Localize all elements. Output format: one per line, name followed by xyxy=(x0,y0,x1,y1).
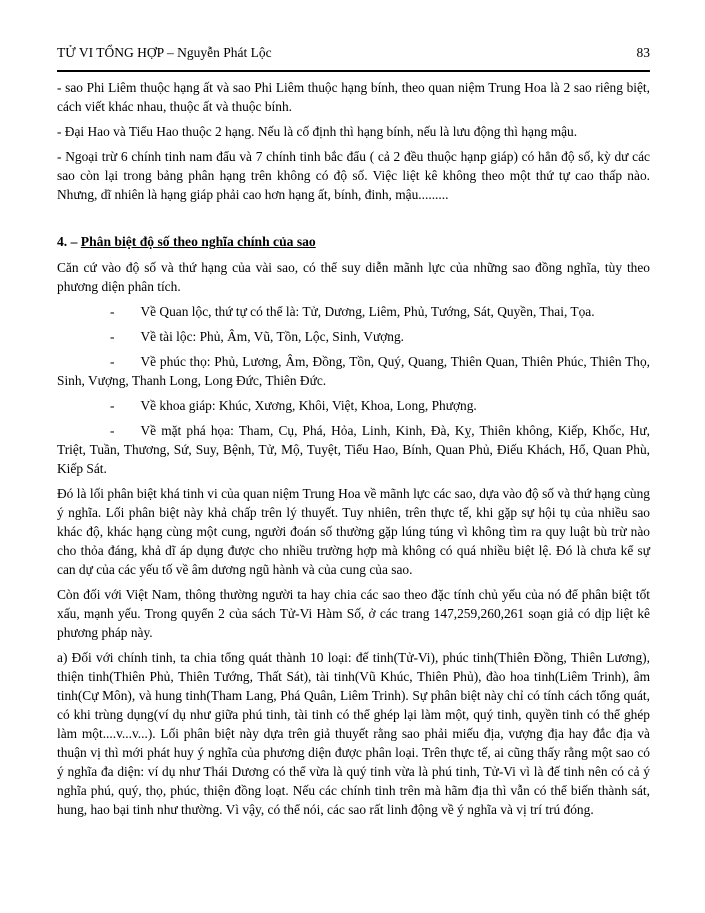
list-item-dash: - xyxy=(110,354,115,369)
page-header xyxy=(57,44,650,61)
list-item-khoa-giap xyxy=(57,396,650,415)
page-number: 83 xyxy=(636,45,650,60)
list-item-dash: - xyxy=(110,398,115,413)
list-item-text: Về tài lộc: Phủ, Âm, Vũ, Tồn, Lộc, Sinh, Vượng. xyxy=(140,329,405,344)
list-item-text: Về phúc thọ: Phủ, Lương, Âm, Đồng, Tồn, Quý, Quang, Thiên Quan, Thiên Phúc, Thiên Thọ, Sinh, Vượng, Thanh Long, Long Đức, Thiên Đức. xyxy=(57,354,650,388)
list-item-text: Về mặt phá họa: Tham, Cụ, Phá, Hỏa, Linh, Kinh, Đà, Kỵ, Thiên không, Kiếp, Khốc, Hư, Triệt, Tuần, Thương, Sứ, Suy, Bệnh, Tử, Mộ, Tuyệt, Tiểu Hao, Bính, Quan Phủ, Điếu Khách, Hổ, Quan Phù, Kiếp Sát. xyxy=(57,423,650,476)
list-item-dash: - xyxy=(110,423,115,438)
list-item-phuc-tho xyxy=(57,352,650,390)
list-item-quan-loc xyxy=(57,302,650,321)
list-item-text: Về Quan lộc, thứ tự có thể là: Tử, Dương, Liêm, Phủ, Tướng, Sát, Quyền, Thai, Tọa. xyxy=(140,304,595,319)
list-item-dash: - xyxy=(110,329,115,344)
section-lead-paragraph: Căn cứ vào độ số và thứ hạng của vài sao, có thể suy diễn mãnh lực của những sao đồng nghĩa, tùy theo phương diện phân tích. xyxy=(57,260,650,294)
paragraph-con-doi-voi: Còn đối với Việt Nam, thông thường người ta hay chia các sao theo đặc tính chủ yếu của nó để phân biệt tốt xấu, mạnh yếu. Trong quyển 2 của sách Tử-Vi Hàm Số, ở các trang 147,259,260,261 soạn giả có dịp liệt kê phương pháp này. xyxy=(57,587,650,640)
paragraph-ngoai-tru: - Ngoại trừ 6 chính tinh nam đẩu và 7 chính tinh bắc đẩu ( cả 2 đều thuộc hạnp giáp) có hẳn độ số, kỳ dư các sao còn lại trong bảng phân hạng trên không có độ số. Việc liệt kê không theo một thứ tự cao thấp nào. Nhưng, dĩ nhiên là hạng giáp phải cao hơn hạng ất, bính, đinh, mậu......... xyxy=(57,149,650,202)
section-heading-title: Phân biệt độ số theo nghĩa chính của sao xyxy=(80,234,316,249)
section-heading xyxy=(57,232,650,251)
header-rule xyxy=(57,70,650,72)
page-body xyxy=(57,78,650,819)
list-item-dash: - xyxy=(110,304,115,319)
list-item-pha-hoa xyxy=(57,421,650,478)
list-item-text: Về khoa giáp: Khúc, Xương, Khôi, Việt, Khoa, Long, Phượng. xyxy=(140,398,477,413)
paragraph-chinh-tinh: a) Đối với chính tinh, ta chia tổng quát thành 10 loại: đế tinh(Tử-Vi), phúc tinh(Thiên Đồng, Thiên Lương), thiện tinh(Thiên Phủ, Thiên Tướng, Thất Sát), tài tinh(Vũ Khúc, Thiên Phủ), đào hoa tinh(Liêm Trinh), âm tinh(Cự Môn), và hung tinh(Tham Lang, Phá Quân, Liêm Trinh). Sự phân biệt này chỉ có tính cách tổng quát, có khi trùng dụng(ví dụ như giữa phú tinh, tài tinh có thể ghép lại làm một, quý tinh, quyền tinh có thể ghép làm một....v...v...). Lối phân biệt này dựa trên giả thuyết rằng sao phải miếu địa, vượng địa hay đắc địa và thuận vị thì mới phát huy ý nghĩa của phương diện được phân loại. Trên thực tế, ai cũng thấy rằng một sao có ý nghĩa đa diện: ví dụ như Thái Dương có thể vừa là quý tinh vừa là phú tinh, Tử-Vi vì là đế tinh nên có cả ý nghĩa phú, quý, thọ, phúc, thiện đồng loạt. Nếu các chính tinh trên mà hãm địa thì vẫn có thể biến thành sát, hung, hao bại tinh như thường. Vì vậy, có thể nói, các sao rất linh động về ý nghĩa và vị trí trú đóng. xyxy=(57,650,650,817)
header-title: TỬ VI TỔNG HỢP – Nguyễn Phát Lộc xyxy=(57,45,272,60)
paragraph-dai-hao: - Đại Hao và Tiểu Hao thuộc 2 hạng. Nếu là cố định thì hạng bính, nếu là lưu động thì hạng mậu. xyxy=(57,124,578,139)
paragraph-do-la-loi: Đó là lối phân biệt khá tinh vi của quan niệm Trung Hoa về mãnh lực các sao, dựa vào độ số và thứ hạng cùng ý nghĩa. Lối phân biệt này khả chấp trên lý thuyết. Tuy nhiên, trên thực tế, khi gặp sự hội tụ của nhiều sao khác độ, khác hạng cùng một cung, người đoán số thường gặp lúng túng vì không tìm ra quy luật bù trừ nào cho thỏa đáng, khả dĩ áp dụng được cho nhiều trường hợp mà không có quá nhiều biệt lệ. Đó là chưa kể sự can dự của các yếu tố về âm dương ngũ hành và của cung của sao. xyxy=(57,486,650,577)
section-heading-number: 4. – xyxy=(57,234,81,249)
list-item-tai-loc xyxy=(57,327,650,346)
paragraph-phi-liem: - sao Phi Liêm thuộc hạng ất và sao Phi Liêm thuộc hạng bính, theo quan niệm Trung Hoa là 2 sao riêng biệt, cách viết khác nhau, thuộc ất và thuộc bính. xyxy=(57,80,650,114)
